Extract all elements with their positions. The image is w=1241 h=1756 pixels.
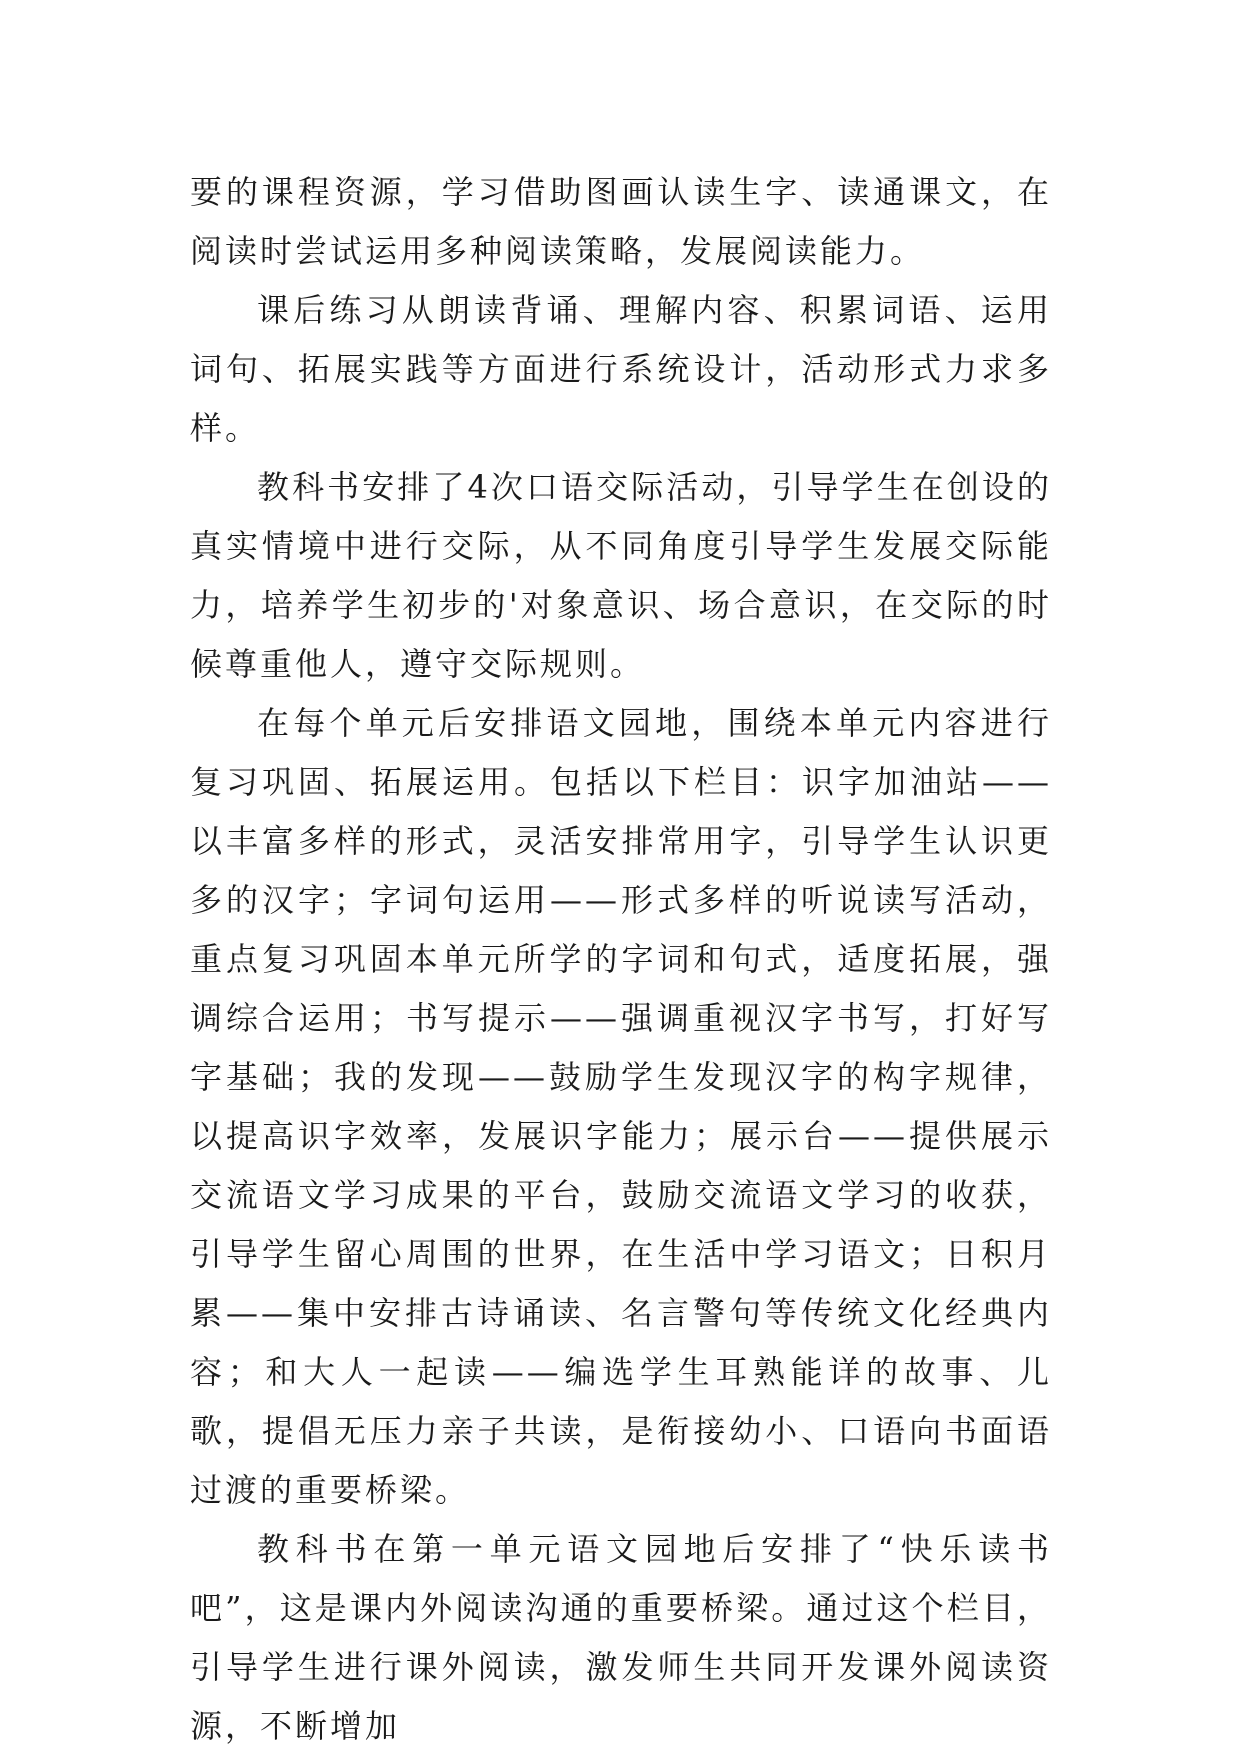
paragraph-1: 要的课程资源，学习借助图画认读生字、读通课文，在阅读时尝试运用多种阅读策略，发展阅读能力。 [190,173,1052,270]
paragraph-3: 教科书安排了4次口语交际活动，引导学生在创设的真实情境中进行交际，从不同角度引导学生发展交际能力，培养学生初步的'对象意识、场合意识，在交际的时候尊重他人，遵守交际规则。 [190,468,1052,683]
paragraph-2: 课后练习从朗读背诵、理解内容、积累词语、运用词句、拓展实践等方面进行系统设计，活动形式力求多样。 [190,291,1052,447]
paragraph-4: 在每个单元后安排语文园地，围绕本单元内容进行复习巩固、拓展运用。包括以下栏目：识字加油站——以丰富多样的形式，灵活安排常用字，引导学生认识更多的汉字；字词句运用——形式多样的听说读写活动，重点复习巩固本单元所学的字词和句式，适度拓展，强调综合运用；书写提示——强调重视汉字书写，打好写字基础；我的发现——鼓励学生发现汉字的构字规律，以提高识字效率，发展识字能力；展示台——提供展示交流语文学习成果的平台，鼓励交流语文学习的收获，引导学生留心周围的世界，在生活中学习语文；日积月累——集中安排古诗诵读、名言警句等传统文化经典内容；和大人一起读——编选学生耳熟能详的故事、儿歌，提倡无压力亲子共读，是衔接幼小、口语向书面语过渡的重要桥梁。 [190,704,1052,1509]
document-body [190,163,1052,1756]
paragraph-5: 教科书在第一单元语文园地后安排了“快乐读书吧”，这是课内外阅读沟通的重要桥梁。通过这个栏目，引导学生进行课外阅读，激发师生共同开发课外阅读资源，不断增加 [190,1530,1052,1745]
